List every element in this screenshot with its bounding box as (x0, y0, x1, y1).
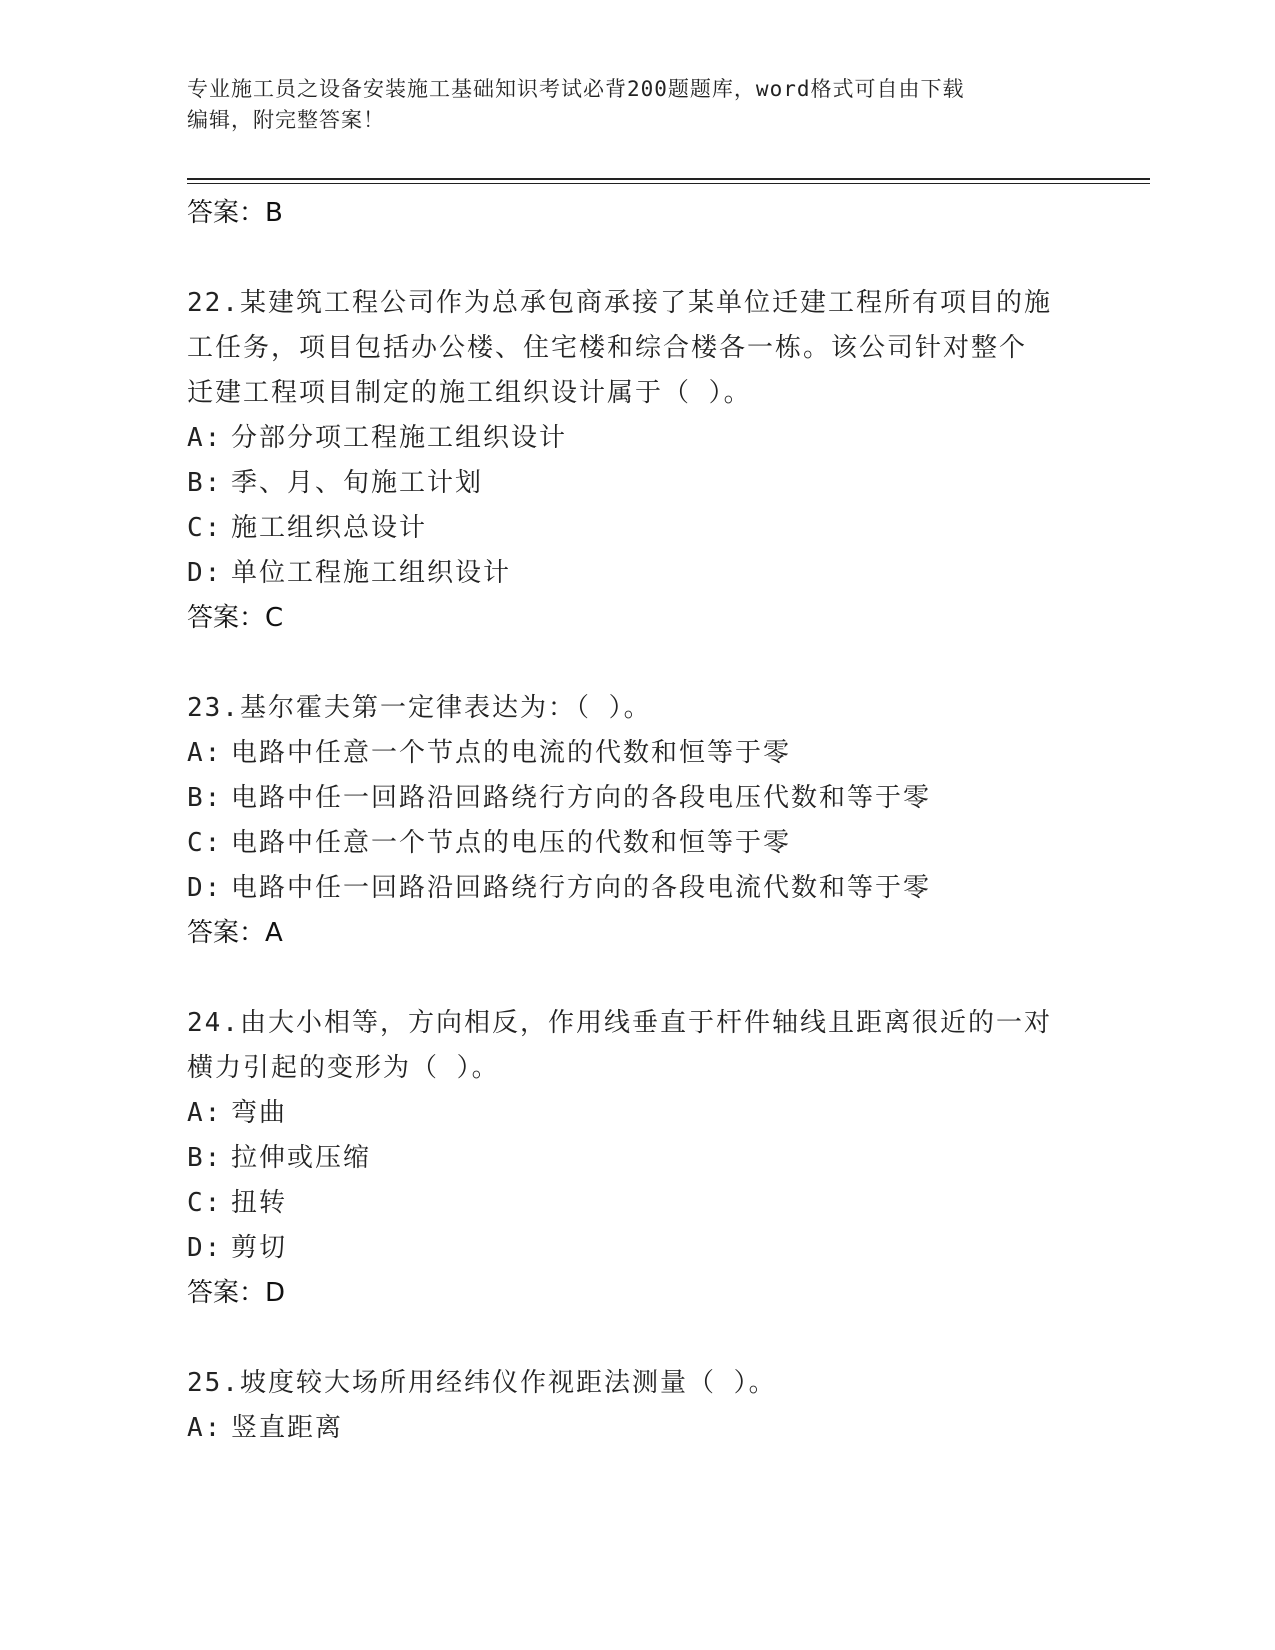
option-text: 电路中任一回路沿回路绕行方向的各段电流代数和等于零 (231, 873, 932, 903)
option-d (187, 1226, 1077, 1271)
option-text: 竖直距离 (231, 1413, 344, 1443)
option-c (187, 821, 1077, 866)
option-text: 拉伸或压缩 (231, 1143, 372, 1173)
option-text: 单位工程施工组织设计 (231, 558, 512, 588)
option-b (187, 461, 1077, 506)
question-23 (187, 686, 1077, 956)
question-text-line: 25.坡度较大场所用经纬仪作视距法测量（ ）。 (187, 1368, 777, 1398)
option-letter: B: (187, 1143, 223, 1173)
option-text: 电路中任一回路沿回路绕行方向的各段电压代数和等于零 (231, 783, 932, 813)
header-divider-thick (187, 178, 1150, 180)
header-line-2: 编辑，附完整答案！ (187, 108, 385, 132)
document-header (187, 74, 1087, 136)
option-letter: C: (187, 828, 223, 858)
option-letter: D: (187, 873, 223, 903)
answer-line: 答案：D (187, 1278, 286, 1308)
option-letter: A: (187, 1413, 223, 1443)
option-letter: A: (187, 1098, 223, 1128)
option-a (187, 731, 1077, 776)
question-25 (187, 1361, 1077, 1451)
question-text-line: 迁建工程项目制定的施工组织设计属于（ ）。 (187, 378, 752, 408)
question-content (187, 188, 1077, 1451)
option-letter: B: (187, 783, 223, 813)
option-text: 剪切 (231, 1233, 288, 1263)
option-d (187, 551, 1077, 596)
option-text: 扭转 (231, 1188, 288, 1218)
question-text-line: 22.某建筑工程公司作为总承包商承接了某单位迁建工程所有项目的施 (187, 288, 1052, 318)
option-b (187, 1136, 1077, 1181)
option-a (187, 1406, 1077, 1451)
option-b (187, 776, 1077, 821)
option-letter: D: (187, 1233, 223, 1263)
question-text-line: 23.基尔霍夫第一定律表达为：（ ）。 (187, 693, 652, 723)
option-c (187, 506, 1077, 551)
option-letter: A: (187, 738, 223, 768)
option-letter: A: (187, 423, 223, 453)
option-letter: D: (187, 558, 223, 588)
question-text-line: 工任务，项目包括办公楼、住宅楼和综合楼各一栋。该公司针对整个 (187, 333, 1028, 363)
option-text: 电路中任意一个节点的电压的代数和恒等于零 (231, 828, 792, 858)
option-d (187, 866, 1077, 911)
option-text: 分部分项工程施工组织设计 (231, 423, 568, 453)
previous-answer: 答案：B (187, 198, 283, 228)
option-a (187, 1091, 1077, 1136)
question-22 (187, 281, 1077, 641)
header-line-1: 专业施工员之设备安装施工基础知识考试必背200题题库，word格式可自由下载 (187, 77, 965, 101)
option-letter: B: (187, 468, 223, 498)
question-text-line: 24.由大小相等，方向相反，作用线垂直于杆件轴线且距离很近的一对 (187, 1008, 1052, 1038)
option-text: 电路中任意一个节点的电流的代数和恒等于零 (231, 738, 792, 768)
question-text-line: 横力引起的变形为（ ）。 (187, 1053, 500, 1083)
option-a (187, 416, 1077, 461)
option-letter: C: (187, 513, 223, 543)
header-divider-thin (187, 183, 1150, 184)
option-text: 施工组织总设计 (231, 513, 428, 543)
question-24 (187, 1001, 1077, 1316)
option-letter: C: (187, 1188, 223, 1218)
option-text: 季、月、旬施工计划 (231, 468, 484, 498)
option-text: 弯曲 (231, 1098, 288, 1128)
option-c (187, 1181, 1077, 1226)
answer-line: 答案：C (187, 603, 284, 633)
answer-line: 答案：A (187, 918, 283, 948)
